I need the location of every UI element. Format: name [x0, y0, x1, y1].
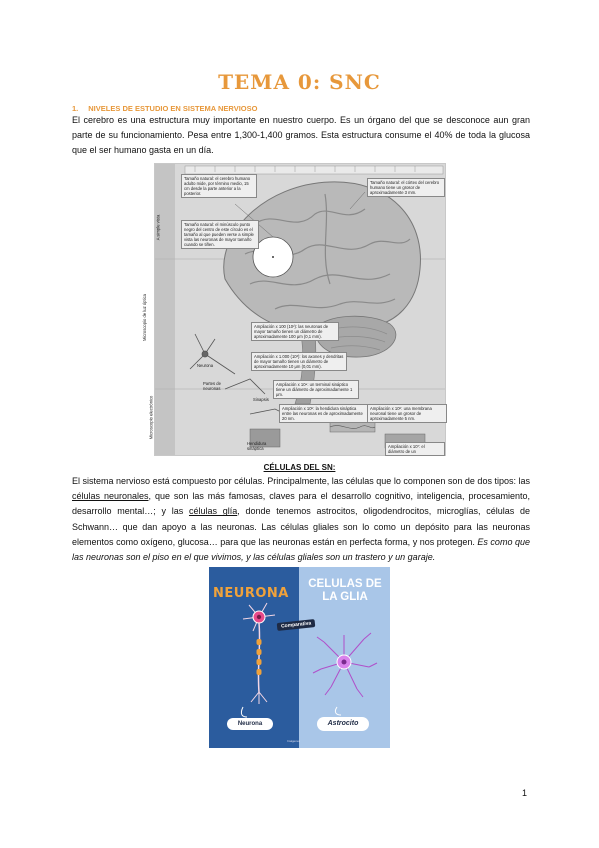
section-title: NIVELES DE ESTUDIO EN SISTEMA NERVIOSO — [88, 104, 258, 113]
neuron-vs-glia-image — [209, 567, 390, 748]
brain-levels-figure — [142, 163, 446, 456]
section-heading — [72, 104, 257, 113]
label-hendidura: Hendidura sináptica — [247, 441, 267, 451]
comparison-badge: Comparativa — [277, 619, 316, 631]
cells-text-1: El sistema nervioso está compuesto por células. Principalmente, las células que lo componen son de dos tipos: las — [72, 476, 530, 486]
note-cortex: Tamaño natural: el córtex del cerebro humano tiene un grosor de aproximadamente 3 mm. — [367, 178, 445, 197]
cells-paragraph — [72, 474, 530, 565]
note-brain-size: Tamaño natural: el cerebro humano adulto mide, por término medio, 15 cm desde la parte anterior a la posterior. — [181, 174, 257, 198]
neuron-label: Neurona — [227, 718, 273, 730]
intro-paragraph: El cerebro es una estructura muy importante en nuestro cuerpo. Es un órgano del que se desconoce aun gran parte de su funcionamiento. Pesa entre 1,300-1,400 gramos. Esta estructura consume el 40% de toda la glucosa que el ser humano gasta en un día. — [72, 115, 530, 156]
cells-analogy: Es como que las neuronas son el piso en el que vivimos, y las células gliales son un trastero y un garaje. — [72, 536, 531, 563]
note-x10-5: Ampliación x 10⁵: la hendidura sináptica entre las neuronas es de aproximadamente 20 nm. — [279, 404, 369, 423]
image-credit: Imágenes — [287, 739, 301, 743]
note-x10-4: Ampliación x 10⁴: un terminal sináptico tiene un diámetro de aproximadamente 1 μm. — [273, 380, 359, 399]
page-title: TEMA 0: SNC — [218, 70, 381, 94]
page-number: 1 — [522, 788, 528, 798]
label-neurona: Neurona — [197, 363, 214, 368]
neuron-title: NEURONA — [213, 586, 289, 601]
subheading-cells: CÉLULAS DEL SN: — [263, 463, 336, 472]
side-label-light-microscope: Microscopio de luz óptica — [142, 293, 148, 342]
note-x100: Ampliación x 100 (10²): las neuronas de mayor tamaño tienen un diámetro de aproximadamente 100 μm (0,1 mm). — [251, 322, 339, 341]
note-x10-6: Ampliación x 10⁶: una membrana neuronal tiene un grosor de aproximadamente 5 nm. — [367, 404, 447, 423]
term-glia-cells: células glía — [188, 506, 238, 517]
glia-title: CELULAS DE LA GLIA — [308, 578, 382, 603]
label-sinapsis: Sinapsis — [253, 397, 269, 402]
section-number: 1. — [72, 104, 79, 113]
cells-text-2: , que son las más famosas, claves para el desarrollo cognitivo, inteligencia, procesamiento, desarrollo mental…; y las — [72, 491, 530, 517]
term-neuronal-cells: células neuronales — [72, 491, 149, 502]
side-label-naked-eye: A simple vista — [155, 214, 161, 241]
side-label-electron-microscope: Microscopio electrónico — [148, 395, 154, 440]
astrocyte-label: Astrocito — [317, 717, 369, 731]
cells-text-3: , donde tenemos astrocitos, oligodendrocitos, microglías, células de Schwann… que dan apoyo a las neuronas. Las células gliales son lo como un depósito para las neuronas elementos como oxígeno, glucosa… para que las neuronas están en perfecta forma, y nos protegen. — [72, 506, 530, 547]
label-partes: Partes de neuronas — [203, 381, 221, 391]
note-x1000: Ampliación x 1.000 (10³): los axones y dendritas de mayor tamaño tienen un diámetro de aproximadamente 10 μm (0,01 mm). — [251, 352, 347, 371]
note-x10-7: Ampliación x 10⁷: el diámetro de un — [385, 442, 445, 456]
note-neuron-dot: Tamaño natural: el minúsculo punto negro del centro de este círculo es el tamaño al que pueden verse a simple vista las neuronas de mayor tamaño cuando se tiñen. — [181, 220, 259, 249]
